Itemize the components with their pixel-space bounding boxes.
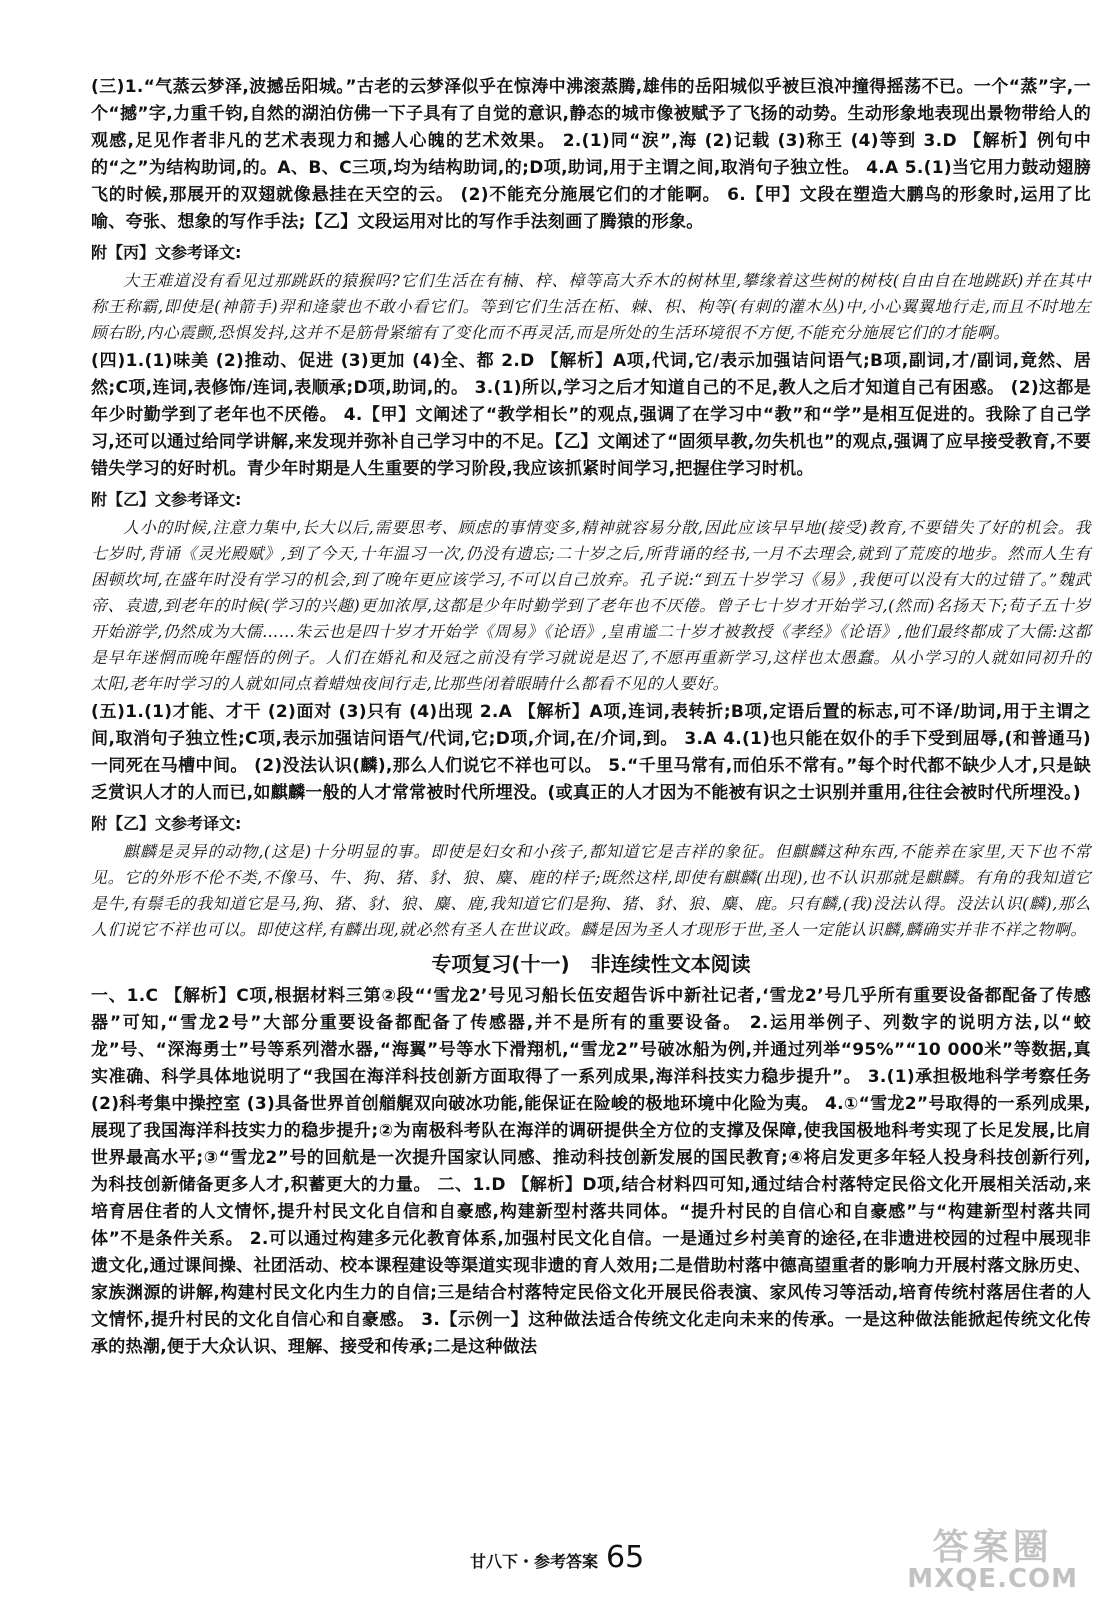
answer-page <box>91 74 1091 1361</box>
translation-text-bing: 大王难道没有看见过那跳跃的猿猴吗?它们生活在有楠、梓、樟等高大乔木的树林里,攀缘着这些树的树枝(自由自在地跳跃)并在其中称王称霸,即使是(神箭手)羿和逄蒙也不敢小看它们。等到它们生活在柘、棘、枳、枸等(有刺的灌木丛)中,小心翼翼地行走,而且不时地左顾右盼,内心震颤,恐惧发抖,这并不是筋骨紧缩有了变化而不再灵活,而是所处的生活环境很不方便,不能充分施展它们的才能啊。 <box>91 271 1091 342</box>
watermark-url: MXQE.COM <box>907 1564 1078 1594</box>
page-footer <box>470 1540 644 1575</box>
translation-heading-yi-1: 附【乙】文参考译文: <box>91 490 242 509</box>
page-number: 65 <box>606 1540 645 1575</box>
watermark-title: 答案圈 <box>932 1527 1053 1568</box>
section-title: 专项复习(十一) 非连续性文本阅读 <box>431 952 751 976</box>
footer-label: 甘八下・参考答案 <box>470 1552 599 1571</box>
answer-paragraph-special-11: 一、1.C 【解析】C项,根据材料三第②段“‘雪龙2’号见习船长伍安超告诉中新社记者,‘雪龙2’号几乎所有重要设备都配备了传感器”可知,“雪龙2号”大部分重要设备都配备了传感器,并不是所有的重要设备。 2.运用举例子、列数字的说明方法,以“蛟龙”号、“深海勇士”号等系列潜水器,“海翼”号等水下滑翔机,“雪龙2”号破冰船为例,并通过列举“95%”“10 000米”等数据,真实准确、科学具体地说明了“我国在海洋科技创新方面取得了一系列成果,海洋科技实力稳步提升”。 3.(1)承担极地科学考察任务 (2)科考集中操控室 (3)具备世界首创艏艉双向破冰功能,能保证在险峻的极地环境中化险为夷。 4.①“雪龙2”号取得的一系列成果,展现了我国海洋科技实力的稳步提升;②为南极科考队在海洋的调研提供全方位的支撑及保障,使我国极地科考实现了长足发展,比肩世界最高水平;③“雪龙2”号的回航是一次提升国家认同感、推动科技创新发展的国民教育;④将启发更多年轻人投身科技创新行列,为科技创新储备更多人才,积蓄更大的力量。 二、1.D 【解析】D项,结合材料四可知,通过结合村落特定民俗文化开展相关活动,来培育居住者的人文情怀,提升村民文化自信和自豪感,构建新型村落共同体。“提升村民的自信心和自豪感”与“构建新型村落共同体”不是条件关系。 2.可以通过构建多元化教育体系,加强村民文化自信。一是通过乡村美育的途径,在非遗进校园的过程中展现非遗文化,通过课间操、社团活动、校本课程建设等渠道实现非遗的育人效用;二是借助村落中德高望重者的影响力开展村落文脉历史、家族渊源的讲解,构建村民文化内生力的自信;三是结合村落特定民俗文化开展民俗表演、家风传习等活动,培育传统村落居住者的人文情怀,提升村民的文化自信心和自豪感。 3.【示例一】这种做法适合传统文化走向未来的传承。一是这种做法能掀起传统文化传承的热潮,便于大众认识、理解、接受和传承;二是这种做法 <box>91 986 1091 1357</box>
answer-paragraph-5: (五)1.(1)才能、才干 (2)面对 (3)只有 (4)出现 2.A 【解析】A项,连词,表转折;B项,定语后置的标志,可不译/助词,用于主谓之间,取消句子独立性;C项,表示加强诘问语气/代词,它;D项,介词,在/介词,到。 3.A 4.(1)也只能在奴仆的手下受到屈辱,(和普通马)一同死在马槽中间。 (2)没法认识(麟),那么人们说它不祥也可以。 5.“千里马常有,而伯乐不常有。”每个时代都不缺少人才,只是缺乏赏识人才的人而已,如麒麟一般的人才常常被时代所埋没。(或真正的人才因为不能被有识之士识别并重用,往往会被时代所埋没。) <box>91 702 1091 803</box>
translation-heading-bing: 附【丙】文参考译文: <box>91 243 242 262</box>
translation-text-yi-2: 麒麟是灵异的动物,(这是)十分明显的事。即使是妇女和小孩子,都知道它是吉祥的象征。但麒麟这种东西,不能养在家里,天下也不常见。它的外形不伦不类,不像马、牛、狗、猪、豺、狼、麋、鹿的样子;既然这样,即使有麒麟(出现),也不认识那就是麒麟。有角的我知道它是牛,有鬃毛的我知道它是马,狗、猪、豺、狼、麋、鹿,我知道它们是狗、猪、豺、狼、麋、鹿。只有麟,(我)没法认得。没法认识(麟),那么人们说它不祥也可以。即使这样,有麟出现,就必然有圣人在世议政。麟是因为圣人才现形于世,圣人一定能认识麟,麟确实并非不祥之物啊。 <box>91 842 1091 939</box>
answer-paragraph-3: (三)1.“气蒸云梦泽,波撼岳阳城。”古老的云梦泽似乎在惊涛中沸滚蒸腾,雄伟的岳阳城似乎被巨浪冲撞得摇荡不已。一个“蒸”字,一个“撼”字,力重千钧,自然的湖泊仿佛一下子具有了自觉的意识,静态的城市像被赋予了飞扬的动势。生动形象地表现出景物带给人的观感,足见作者非凡的艺术表现力和撼人心魄的艺术效果。 2.(1)同“涙”,海 (2)记载 (3)称王 (4)等到 3.D 【解析】例句中的“之”为结构助词,的。A、B、C三项,均为结构助词,的;D项,助词,用于主谓之间,取消句子独立性。 4.A 5.(1)当它用力鼓动翅膀飞的时候,那展开的双翅就像悬挂在天空的云。 (2)不能充分施展它们的才能啊。 6.【甲】文段在塑造大鹏鸟的形象时,运用了比喻、夸张、想象的写作手法;【乙】文段运用对比的写作手法刻画了腾猿的形象。 <box>91 77 1091 232</box>
translation-text-yi-1: 人小的时候,注意力集中,长大以后,需要思考、顾虑的事情变多,精神就容易分散,因此应该早早地(接受)教育,不要错失了好的机会。我七岁时,背诵《灵光殿赋》,到了今天,十年温习一次,仍没有遗忘;二十岁之后,所背诵的经书,一月不去理会,就到了荒废的地步。然而人生有困顿坎坷,在盛年时没有学习的机会,到了晚年更应该学习,不可以自己放弃。孔子说:“到五十岁学习《易》,我便可以没有大的过错了。”魏武帝、袁遗,到老年的时候(学习的兴趣)更加浓厚,这都是少年时勤学到了老年也不厌倦。曾子七十岁才开始学习,(然而)名扬天下;荀子五十岁开始游学,仍然成为大儒……朱云也是四十岁才开始学《周易》《论语》,皇甫谧二十岁才被教授《孝经》《论语》,他们最终都成了大儒:这都是早年迷惘而晚年醒悟的例子。人们在婚礼和及冠之前没有学习就说是迟了,不愿再重新学习,这样也太愚蠢。从小学习的人就如同初升的太阳,老年时学习的人就如同点着蜡烛夜间行走,比那些闭着眼睛什么都看不见的人要好。 <box>91 518 1091 693</box>
translation-heading-yi-2: 附【乙】文参考译文: <box>91 814 242 833</box>
watermark-logo <box>907 1527 1078 1594</box>
answer-paragraph-4: (四)1.(1)味美 (2)推动、促进 (3)更加 (4)全、都 2.D 【解析】A项,代词,它/表示加强诘问语气;B项,副词,才/副词,竟然、居然;C项,连词,表修饰/连词,表顺承;D项,助词,的。 3.(1)所以,学习之后才知道自己的不足,教人之后才知道自己有困惑。 (2)这都是年少时勤学到了老年也不厌倦。 4.【甲】文阐述了“教学相长”的观点,强调了在学习中“教”和“学”是相互促进的。我除了自己学习,还可以通过给同学讲解,来发现并弥补自己学习中的不足。【乙】文阐述了“固须早教,勿失机也”的观点,强调了应早接受教育,不要错失学习的好时机。青少年时期是人生重要的学习阶段,我应该抓紧时间学习,把握住学习时机。 <box>91 351 1091 479</box>
